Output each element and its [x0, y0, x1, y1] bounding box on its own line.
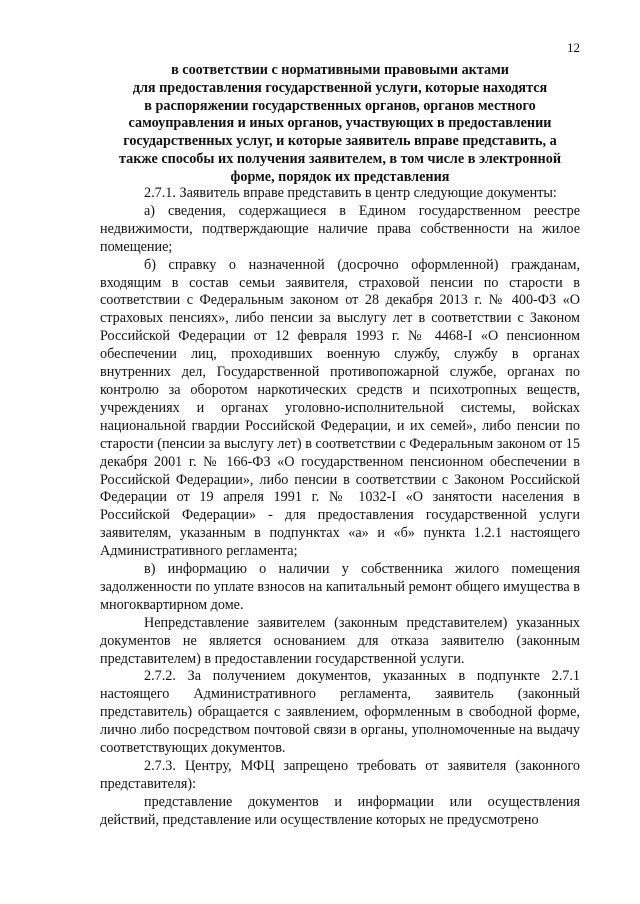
paragraph-item-a: а) сведения, содержащиеся в Едином государственном реестре недвижимости, подтверждающие наличие права собственности на жилое помещение;	[100, 202, 580, 255]
paragraph-non-submission: Непредставление заявителем (законным представителем) указанных документов не является основанием для отказа заявителю (законным представителем) в предоставлении государственной услуги.	[100, 614, 580, 667]
heading-line: самоуправления и иных органов, участвующих в предоставлении	[128, 115, 552, 132]
heading-line: также способы их получения заявителем, в том числе в электронной	[119, 150, 561, 167]
document-body	[100, 185, 580, 830]
paragraph-2-7-1: 2.7.1. Заявитель вправе представить в центр следующие документы:	[144, 185, 557, 201]
heading-line: в соответствии с нормативными правовыми актами	[171, 62, 509, 78]
paragraph-item-b: б) справку о назначенной (досрочно оформленной) гражданам, входящим в состав семьи заявителя, страховой пенсии по старости в соответствии с Федеральным законом от 28 декабря 2013 г. № 400-ФЗ «О страховых пенсиях», либо пенсии за выслугу лет в соответствии с Законом Российской Федерации от 12 февраля 1993 г. № 4468-I «О пенсионном обеспечении лиц, проходивших военную службу, службу в органах внутренних дел, Государственной противопожарной службе, органах по контролю за оборотом наркотических средств и психотропных веществ, учреждениях и органах уголовно-исполнительной системы, войсках национальной гвардии Российской Федерации, и их семей», либо пенсии по старости (пенсии за выслугу лет) в соответствии с Федеральным законом от 15 декабря 2001 г. № 166-ФЗ «О государственном пенсионном обеспечении в Российской Федерации», либо пенсии в соответствии с Законом Российской Федерации от 19 апреля 1991 г. № 1032-I «О занятости населения в Российской Федерации» - для предоставления государственной услуги заявителям, указанным в подпунктах «а» и «б» пункта 1.2.1 настоящего Административного регламента;	[100, 256, 580, 560]
heading-line: для предоставления государственной услуги, которые находятся	[132, 79, 548, 96]
paragraph-item-v: в) информацию о наличии у собственника жилого помещения задолженности по уплате взносов на капитальный ремонт общего имущества в многоквартирном доме.	[100, 561, 580, 613]
section-heading	[100, 62, 580, 187]
page-number: 12	[567, 40, 580, 55]
paragraph-2-7-3: 2.7.3. Центру, МФЦ запрещено требовать от заявителя (законного представителя):	[100, 758, 580, 792]
paragraph-prohibited-requirements: представление документов и информации или осуществления действий, представление или осуществление которых не предусмотрено	[100, 793, 580, 828]
heading-line: в распоряжении государственных органов, органов местного	[144, 97, 536, 114]
paragraph-2-7-2: 2.7.2. За получением документов, указанных в подпункте 2.7.1 настоящего Административного регламента, заявитель (законный представитель) обращается с заявлением, оформленным в свободной форме, лично либо посредством почтовой связи в органы, уполномоченные на выдачу соответствующих документов.	[100, 668, 580, 757]
heading-line: форме, порядок их представления	[230, 168, 450, 185]
heading-line: государственных услуг, и которые заявитель вправе представить, а	[123, 133, 557, 150]
